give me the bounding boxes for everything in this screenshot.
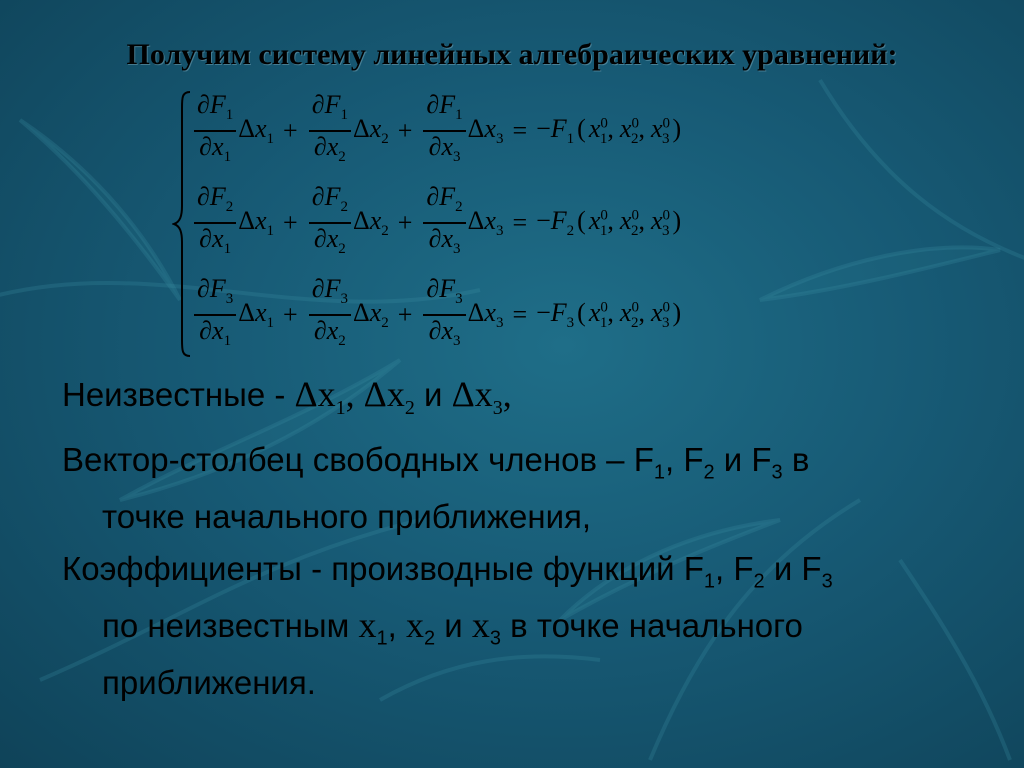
- partial-fraction: $\frac{\partial F_2}{\partial x_1}$: [194, 182, 236, 264]
- bullet-coefficients: Коэффициенты - производные функций $F_1$, $F_2$ и $F_3$ по неизвестным $x_1$, $x_2$ и $x_3$ в точке начального приближения.: [62, 549, 833, 701]
- equation-row-3: $\frac{\partial F_3}{\partial x_1}$ $\Delta x_1$ + $\frac{\partial F_3}{\partial x_2}$ $\Delta x_2$ + $\frac{\partial F_3}{\partial x_3}$ $\Delta x_3$ = $-F_3$ ( $x^0_1$, $x^0_2$, $x^0_3$ ): [192, 274, 681, 356]
- left-brace: [172, 88, 194, 360]
- partial-fraction: $\frac{\partial F_1}{\partial x_2}$: [309, 90, 351, 172]
- partial-fraction: $\frac{\partial F_3}{\partial x_3}$: [423, 274, 465, 356]
- equation-system: [172, 88, 792, 360]
- bullet-list: [62, 372, 962, 713]
- equation-rhs: $-F_2$ ( $x^0_1$, $x^0_2$, $x^0_3$ ): [536, 205, 682, 240]
- equation-rhs: $-F_1$ ( $x^0_1$, $x^0_2$, $x^0_3$ ): [536, 113, 682, 148]
- bullet-unknowns: Неизвестные - $\Delta x_1$, $\Delta x_2$ и $\Delta x_3$,: [62, 374, 512, 420]
- partial-fraction: $\frac{\partial F_1}{\partial x_1}$: [194, 90, 236, 172]
- slide-title: Получим систему линейных алгебраических уравнений:: [126, 38, 898, 71]
- equation-row-1: $\frac{\partial F_1}{\partial x_1}$ $\Delta x_1$ + $\frac{\partial F_1}{\partial x_2}$ $\Delta x_2$ + $\frac{\partial F_1}{\partial x_3}$ $\Delta x_3$ = $-F_1$ ( $x^0_1$, $x^0_2$, $x^0_3$ ): [192, 90, 681, 172]
- partial-fraction: $\frac{\partial F_1}{\partial x_3}$: [423, 90, 465, 172]
- equation-row-2: $\frac{\partial F_2}{\partial x_1}$ $\Delta x_1$ + $\frac{\partial F_2}{\partial x_2}$ $\Delta x_2$ + $\frac{\partial F_2}{\partial x_3}$ $\Delta x_3$ = $-F_2$ ( $x^0_1$, $x^0_2$, $x^0_3$ ): [192, 182, 681, 264]
- bullet-free-terms: Вектор-столбец свободных членов – $F_1$, $F_2$ и $F_3$ в точке начального приближения,: [62, 441, 810, 535]
- partial-fraction: $\frac{\partial F_2}{\partial x_2}$: [309, 182, 351, 264]
- partial-fraction: $\frac{\partial F_3}{\partial x_2}$: [309, 274, 351, 356]
- equation-rhs: $-F_3$ ( $x^0_1$, $x^0_2$, $x^0_3$ ): [536, 297, 682, 332]
- partial-fraction: $\frac{\partial F_3}{\partial x_1}$: [194, 274, 236, 356]
- partial-fraction: $\frac{\partial F_2}{\partial x_3}$: [423, 182, 465, 264]
